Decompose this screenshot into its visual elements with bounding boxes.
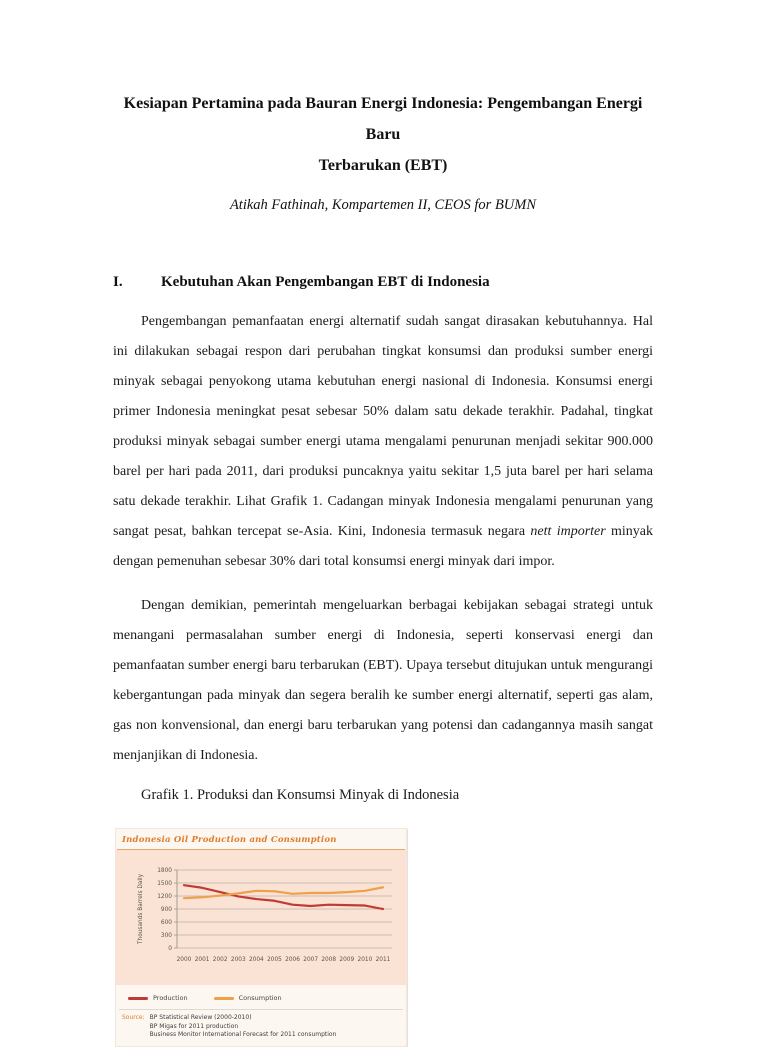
figure-caption: Grafik 1. Produksi dan Konsumsi Minyak di Indonesia bbox=[141, 787, 460, 803]
legend-label-production: Production bbox=[153, 994, 188, 1002]
svg-text:300: 300 bbox=[160, 933, 172, 939]
chart-legend bbox=[116, 985, 406, 1005]
legend-item-production bbox=[128, 994, 188, 1002]
svg-text:2011: 2011 bbox=[375, 957, 391, 963]
svg-text:0: 0 bbox=[168, 946, 172, 952]
svg-text:2010: 2010 bbox=[357, 957, 373, 963]
svg-text:2008: 2008 bbox=[321, 957, 337, 963]
svg-text:1500: 1500 bbox=[157, 881, 172, 887]
oil-chart-figure bbox=[115, 828, 407, 1047]
source-lines bbox=[150, 1014, 337, 1040]
section-number: I. bbox=[113, 274, 123, 290]
svg-text:900: 900 bbox=[160, 907, 172, 913]
source-line-2: BP Migas for 2011 production bbox=[149, 1022, 239, 1030]
svg-text:2001: 2001 bbox=[194, 957, 210, 963]
source-block bbox=[116, 1010, 406, 1046]
svg-text:2007: 2007 bbox=[303, 957, 319, 963]
svg-text:1800: 1800 bbox=[157, 868, 172, 874]
page-title bbox=[113, 88, 653, 181]
legend-item-consumption bbox=[214, 994, 282, 1002]
chart-title: Indonesia Oil Production and Consumption bbox=[122, 835, 337, 845]
paragraph-1: Pengembangan pemanfaatan energi alternatif sudah sangat dirasakan kebutuhannya. Hal ini dilakukan sebagai respon dari perubahan tingkat konsumsi dan produksi sumber energi minyak sebagai penyokong utama kebutuhan energi nasional di Indonesia. Konsumsi energi primer Indonesia meningkat pesat sebesar 50% dalam satu dekade terakhir. Padahal, tingkat produksi minyak sebagai sumber energi utama mengalami penurunan menjadi sekitar 900.000 barel per hari pada 2011, dari produksi puncaknya yaitu sekitar 1,5 juta barel per hari selama satu dekade terakhir. Lihat Grafik 1. Cadangan minyak Indonesia mengalami penurunan yang sangat pesat, bahkan tercepat se-Asia. Kini, Indonesia termasuk negara nett importer minyak dengan pemenuhan sebesar 30% dari total konsumsi energi minyak dari impor. bbox=[113, 314, 653, 569]
svg-text:2004: 2004 bbox=[248, 957, 264, 963]
consumption-line-swatch bbox=[214, 997, 234, 1000]
svg-text:1200: 1200 bbox=[157, 894, 172, 900]
paragraph-2: Dengan demikian, pemerintah mengeluarkan berbagai kebijakan sebagai strategi untuk menangani permasalahan sumber energi di Indonesia, seperti konservasi energi dan pemanfaatan sumber energi baru terbarukan (EBT). Upaya tersebut ditujukan untuk mengurangi kebergantungan pada minyak dan segera beralih ke sumber energi alternatif, seperti gas alam, gas non konvensional, dan energi baru terbarukan yang potensi dan cadangannya masih sangat menjanjikan di Indonesia. bbox=[113, 598, 653, 763]
legend-label-consumption: Consumption bbox=[238, 994, 282, 1002]
section-heading bbox=[113, 274, 653, 291]
source-line-3: Business Monitor International Forecast for 2011 consumption bbox=[149, 1031, 337, 1038]
svg-text:2009: 2009 bbox=[339, 957, 355, 963]
production-line-swatch bbox=[128, 997, 148, 1000]
author-line: Atikah Fathinah, Kompartemen II, CEOS for BUMN bbox=[229, 197, 537, 213]
svg-text:2005: 2005 bbox=[267, 957, 282, 963]
source-line-1: BP Statistical Review (2000-2010) bbox=[149, 1014, 252, 1021]
section-title: Kebutuhan Akan Pengembangan EBT di Indonesia bbox=[161, 274, 490, 290]
oil-production-consumption-chart bbox=[116, 850, 406, 985]
page-title-line-1: Kesiapan Pertamina pada Bauran Energi Indonesia: Pengembangan Energi Baru bbox=[123, 95, 643, 143]
svg-text:600: 600 bbox=[160, 920, 172, 926]
svg-text:2000: 2000 bbox=[176, 957, 192, 963]
source-label: Source: bbox=[122, 1014, 145, 1021]
svg-text:2002: 2002 bbox=[212, 957, 228, 963]
y-axis-title: Thousands Barrels Daily bbox=[138, 874, 144, 944]
svg-text:2006: 2006 bbox=[285, 957, 300, 963]
svg-text:2003: 2003 bbox=[230, 957, 246, 963]
page-title-line-2: Terbarukan (EBT) bbox=[318, 157, 448, 174]
